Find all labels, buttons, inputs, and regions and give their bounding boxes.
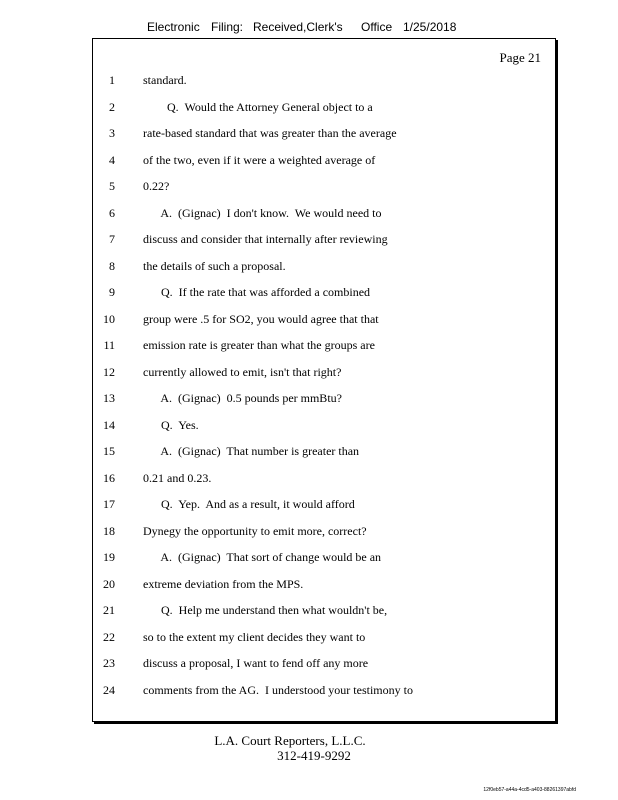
line-text: so to the extent my client decides they want to (143, 629, 366, 644)
transcript-line (93, 550, 555, 566)
transcript-line (93, 73, 555, 89)
document-id: 12f0eb57-a44a-4cd5-a403-88261397abfd (483, 787, 576, 793)
transcript-line (93, 497, 555, 513)
line-text: comments from the AG. I understood your testimony to (143, 682, 413, 697)
line-text: A. (Gignac) I don't know. We would need to (143, 205, 382, 220)
line-text: extreme deviation from the MPS. (143, 576, 304, 591)
transcript-page (92, 38, 556, 722)
transcript-line (93, 577, 555, 593)
court-reporter-name: L.A. Court Reporters, L.L.C. (214, 733, 366, 748)
filing-stamp-word2: Filing: (211, 20, 244, 34)
line-text: Q. Yes. (143, 417, 199, 432)
filing-stamp-word3: Received,Clerk's (253, 20, 343, 34)
line-number: 4 (109, 152, 115, 167)
line-text: rate-based standard that was greater than the average (143, 126, 397, 140)
line-text: Q. Help me understand then what wouldn't be, (143, 603, 388, 617)
line-text: 0.21 and 0.23. (143, 470, 212, 485)
transcript-line (93, 285, 555, 301)
line-number: 15 (103, 444, 115, 458)
line-number: 17 (103, 497, 115, 511)
transcript-line (93, 259, 555, 275)
line-number: 10 (103, 311, 115, 326)
line-number: 9 (109, 285, 115, 299)
line-number: 12 (103, 364, 115, 379)
line-number: 13 (103, 391, 115, 405)
transcript-line (93, 153, 555, 169)
transcript-line (93, 100, 555, 116)
transcript-line (93, 683, 555, 699)
line-number: 1 (109, 73, 115, 87)
line-number: 24 (103, 682, 115, 697)
line-text: Q. Would the Attorney General object to a (143, 99, 373, 114)
line-text: group were .5 for SO2, you would agree that that (143, 311, 379, 326)
transcript-line (93, 391, 555, 407)
line-number: 23 (103, 656, 115, 670)
line-number: 19 (103, 550, 115, 564)
line-text: 0.22? (143, 179, 170, 193)
transcript-line (93, 312, 555, 328)
line-number: 8 (109, 258, 115, 273)
line-text: currently allowed to emit, isn't that right? (143, 364, 342, 379)
line-number: 3 (109, 126, 115, 140)
transcript-line (93, 179, 555, 195)
line-number: 16 (103, 470, 115, 485)
transcript-line (93, 656, 555, 672)
transcript-line (93, 232, 555, 248)
line-number: 6 (109, 205, 115, 220)
line-text: Dynegy the opportunity to emit more, correct? (143, 523, 367, 538)
transcript-line (93, 206, 555, 222)
transcript-line (93, 418, 555, 434)
line-text: discuss and consider that internally after reviewing (143, 232, 388, 246)
line-text: standard. (143, 73, 187, 87)
court-reporter-phone: 312-419-9292 (277, 748, 351, 763)
line-number: 21 (103, 603, 115, 617)
line-text: emission rate is greater than what the groups are (143, 338, 375, 352)
line-text: discuss a proposal, I want to fend off any more (143, 656, 369, 670)
line-number: 14 (103, 417, 115, 432)
transcript-line (93, 126, 555, 142)
line-text: A. (Gignac) 0.5 pounds per mmBtu? (143, 391, 342, 405)
filing-stamp-date: 1/25/2018 (403, 20, 457, 34)
transcript-line (93, 471, 555, 487)
line-text: A. (Gignac) That sort of change would be an (143, 550, 382, 564)
filing-stamp-word4: Office (361, 20, 393, 34)
line-text: of the two, even if it were a weighted average of (143, 152, 376, 167)
filing-stamp-word1: Electronic (147, 20, 200, 34)
page-number: Page 21 (499, 50, 541, 65)
line-number: 18 (103, 523, 115, 538)
line-number: 5 (109, 179, 115, 193)
line-number: 11 (103, 338, 115, 352)
line-text: A. (Gignac) That number is greater than (143, 444, 360, 458)
line-number: 7 (109, 232, 115, 246)
transcript-line (93, 603, 555, 619)
transcript-line (93, 524, 555, 540)
transcript-line (93, 444, 555, 460)
line-number: 2 (109, 99, 115, 114)
line-text: Q. If the rate that was afforded a combined (143, 285, 371, 299)
transcript-line (93, 630, 555, 646)
transcript-line (93, 338, 555, 354)
line-number: 20 (103, 576, 115, 591)
line-text: the details of such a proposal. (143, 258, 286, 273)
line-number: 22 (103, 629, 115, 644)
transcript-line (93, 365, 555, 381)
line-text: Q. Yep. And as a result, it would afford (143, 497, 355, 511)
